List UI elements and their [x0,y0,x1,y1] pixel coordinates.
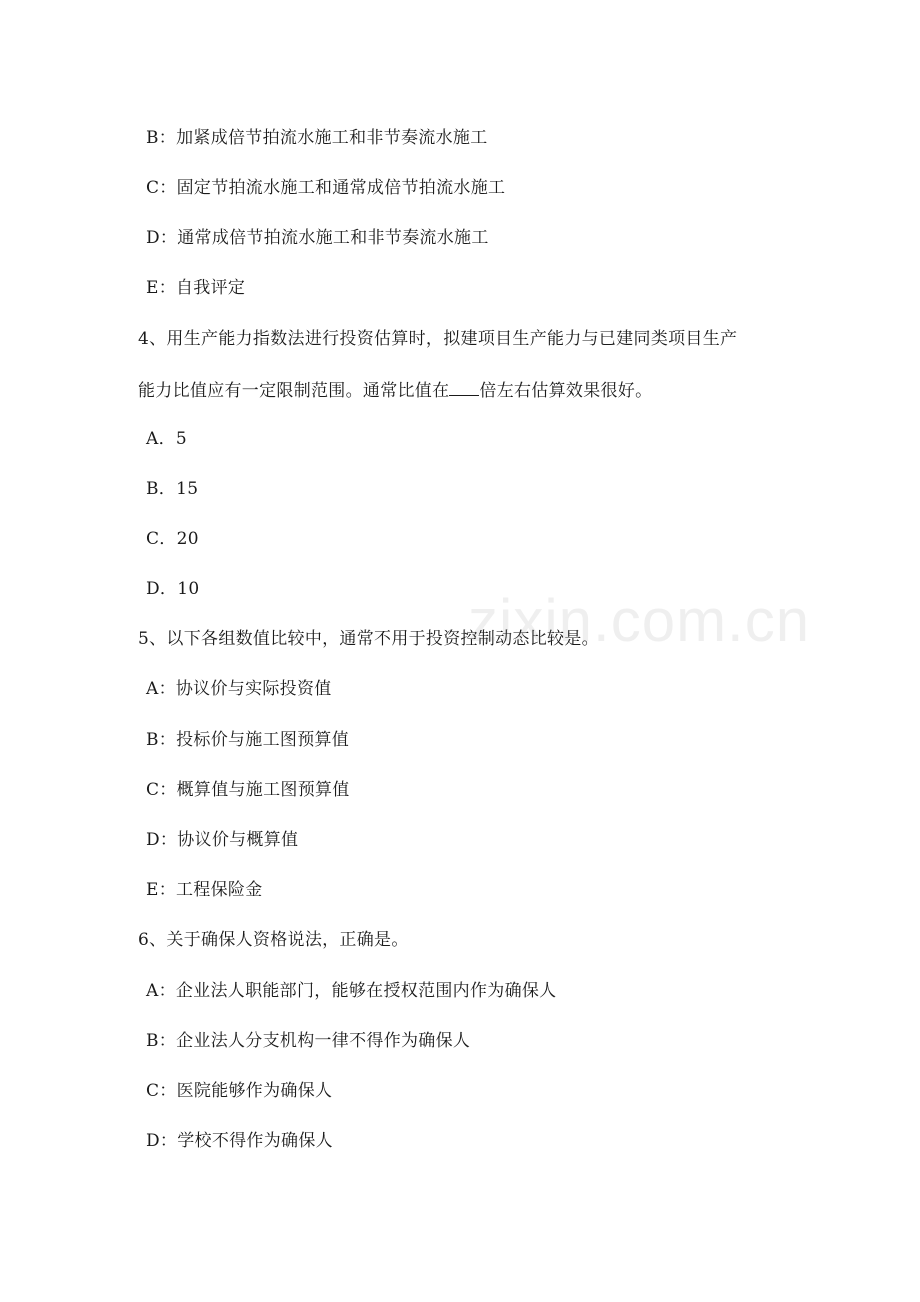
question-4-line2-before: 能力比值应有一定限制范围。通常比值在 [138,381,450,401]
q6-option-a: A：企业法人职能部门，能够在授权范围内作为确保人 [146,981,557,1001]
q3-option-d: D：通常成倍节拍流水施工和非节奏流水施工 [146,228,489,248]
question-6: 6、关于确保人资格说法，正确是。 [138,930,409,950]
q4-option-a: A．5 [146,429,187,449]
q5-option-e: E：工程保险金 [146,880,263,900]
q3-option-e: E：自我评定 [146,278,246,298]
q3-option-b: B：加紧成倍节拍流水施工和非节奏流水施工 [146,128,488,148]
q5-option-b: B：投标价与施工图预算值 [146,730,350,750]
q6-option-b: B：企业法人分支机构一律不得作为确保人 [146,1031,471,1051]
q5-option-a: A：协议价与实际投资值 [146,679,332,699]
question-4-line2-after: 倍左右估算效果很好。 [479,381,653,401]
question-4-line1: 4、用生产能力指数法进行投资估算时，拟建项目生产能力与已建同类项目生产 [138,329,738,349]
question-5: 5、以下各组数值比较中，通常不用于投资控制动态比较是。 [138,629,599,649]
q4-option-b: B．15 [146,479,199,499]
q6-option-c: C：医院能够作为确保人 [146,1081,333,1101]
q5-option-d: D：协议价与概算值 [146,830,299,850]
q6-option-d: D：学校不得作为确保人 [146,1131,333,1151]
watermark: zixin.com.cn [468,587,811,654]
q3-option-c: C：固定节拍流水施工和通常成倍节拍流水施工 [146,178,506,198]
answer-blank [449,377,479,396]
question-4-line2 [138,377,652,403]
q4-option-d: D．10 [146,579,200,599]
q4-option-c: C．20 [146,529,199,549]
q5-option-c: C：概算值与施工图预算值 [146,780,350,800]
